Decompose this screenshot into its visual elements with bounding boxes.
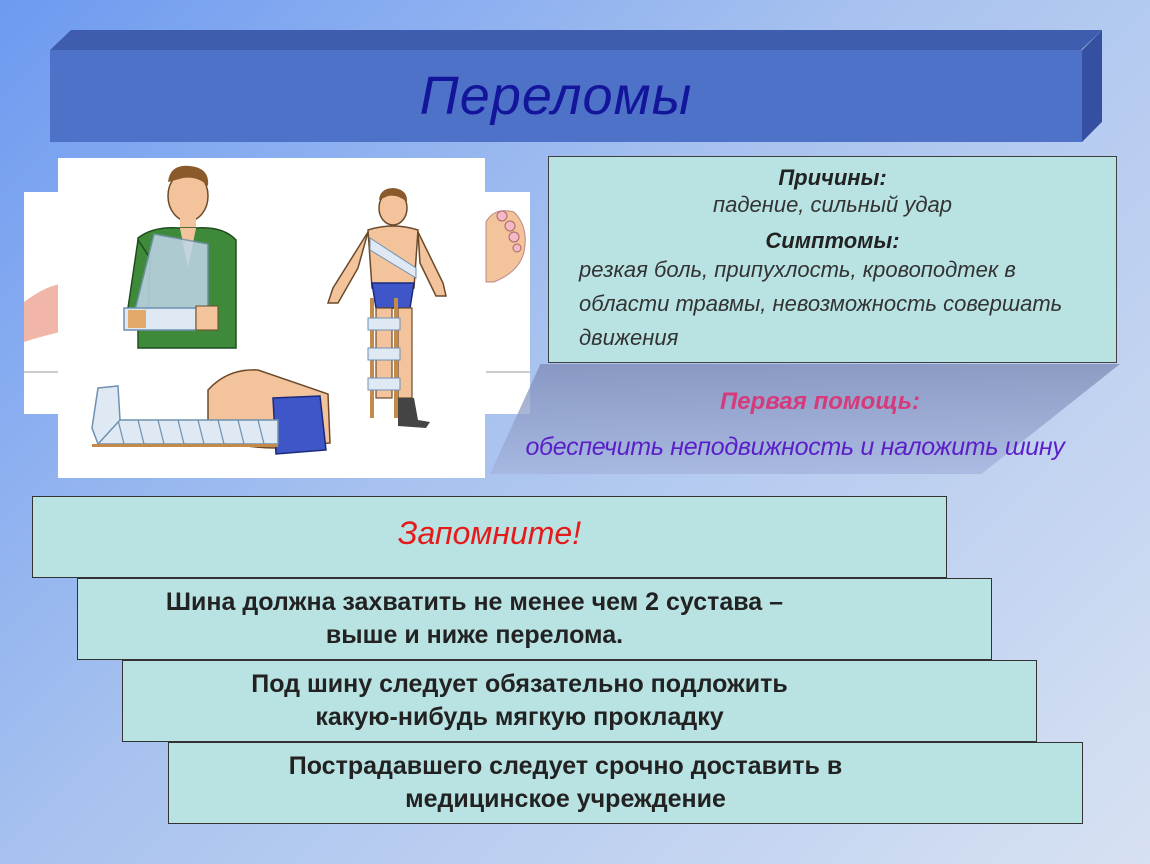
causes-heading: Причины: [778, 165, 887, 190]
remember-item-1 [77, 578, 992, 660]
symptoms-text [579, 253, 1109, 355]
remember-item-text [166, 586, 903, 652]
remember-item-line: Пострадавшего следует срочно доставить в [288, 752, 843, 780]
remember-item-line: какую-нибудь мягкую прокладку [315, 703, 724, 731]
remember-item-line: выше и ниже перелома. [325, 621, 624, 649]
leg-splint-figure-icon [328, 188, 446, 428]
symptoms-line: движения [579, 325, 679, 350]
remember-item-line: Под шину следует обязательно подложить [251, 670, 788, 698]
title-bar-side-face [1082, 30, 1102, 142]
remember-heading: Запомните! [397, 514, 582, 551]
title-bar [50, 50, 1082, 142]
bandaged-leg-icon [92, 370, 330, 454]
symptoms-heading: Симптомы: [765, 228, 900, 253]
remember-item-line: Шина должна захватить не менее чем 2 сустава – [165, 588, 784, 616]
causes-symptoms-box [548, 156, 1117, 363]
remember-heading-card [32, 496, 947, 578]
remember-item-text [289, 750, 962, 816]
symptoms-line: резкая боль, припухлость, кровоподтек в [579, 257, 1016, 282]
bandaged-arm-partial [24, 284, 60, 342]
first-aid-text: обеспечить неподвижность и наложить шину [525, 433, 1065, 461]
arm-sling-figure-icon [124, 166, 236, 348]
remember-item-text [251, 668, 908, 734]
causes-text: падение, сильный удар [712, 192, 953, 217]
remember-item-2 [122, 660, 1037, 742]
symptoms-line: области травмы, невозможность совершать [579, 291, 1063, 316]
first-aid-heading: Первая помощь: [719, 388, 920, 415]
illustration-panel [58, 158, 485, 478]
remember-item-3 [168, 742, 1083, 824]
bandaged-foot-icon [486, 211, 525, 282]
title-bar-top-face [50, 30, 1102, 50]
page-title: Переломы [419, 66, 693, 126]
remember-item-line: медицинское учреждение [405, 785, 726, 813]
